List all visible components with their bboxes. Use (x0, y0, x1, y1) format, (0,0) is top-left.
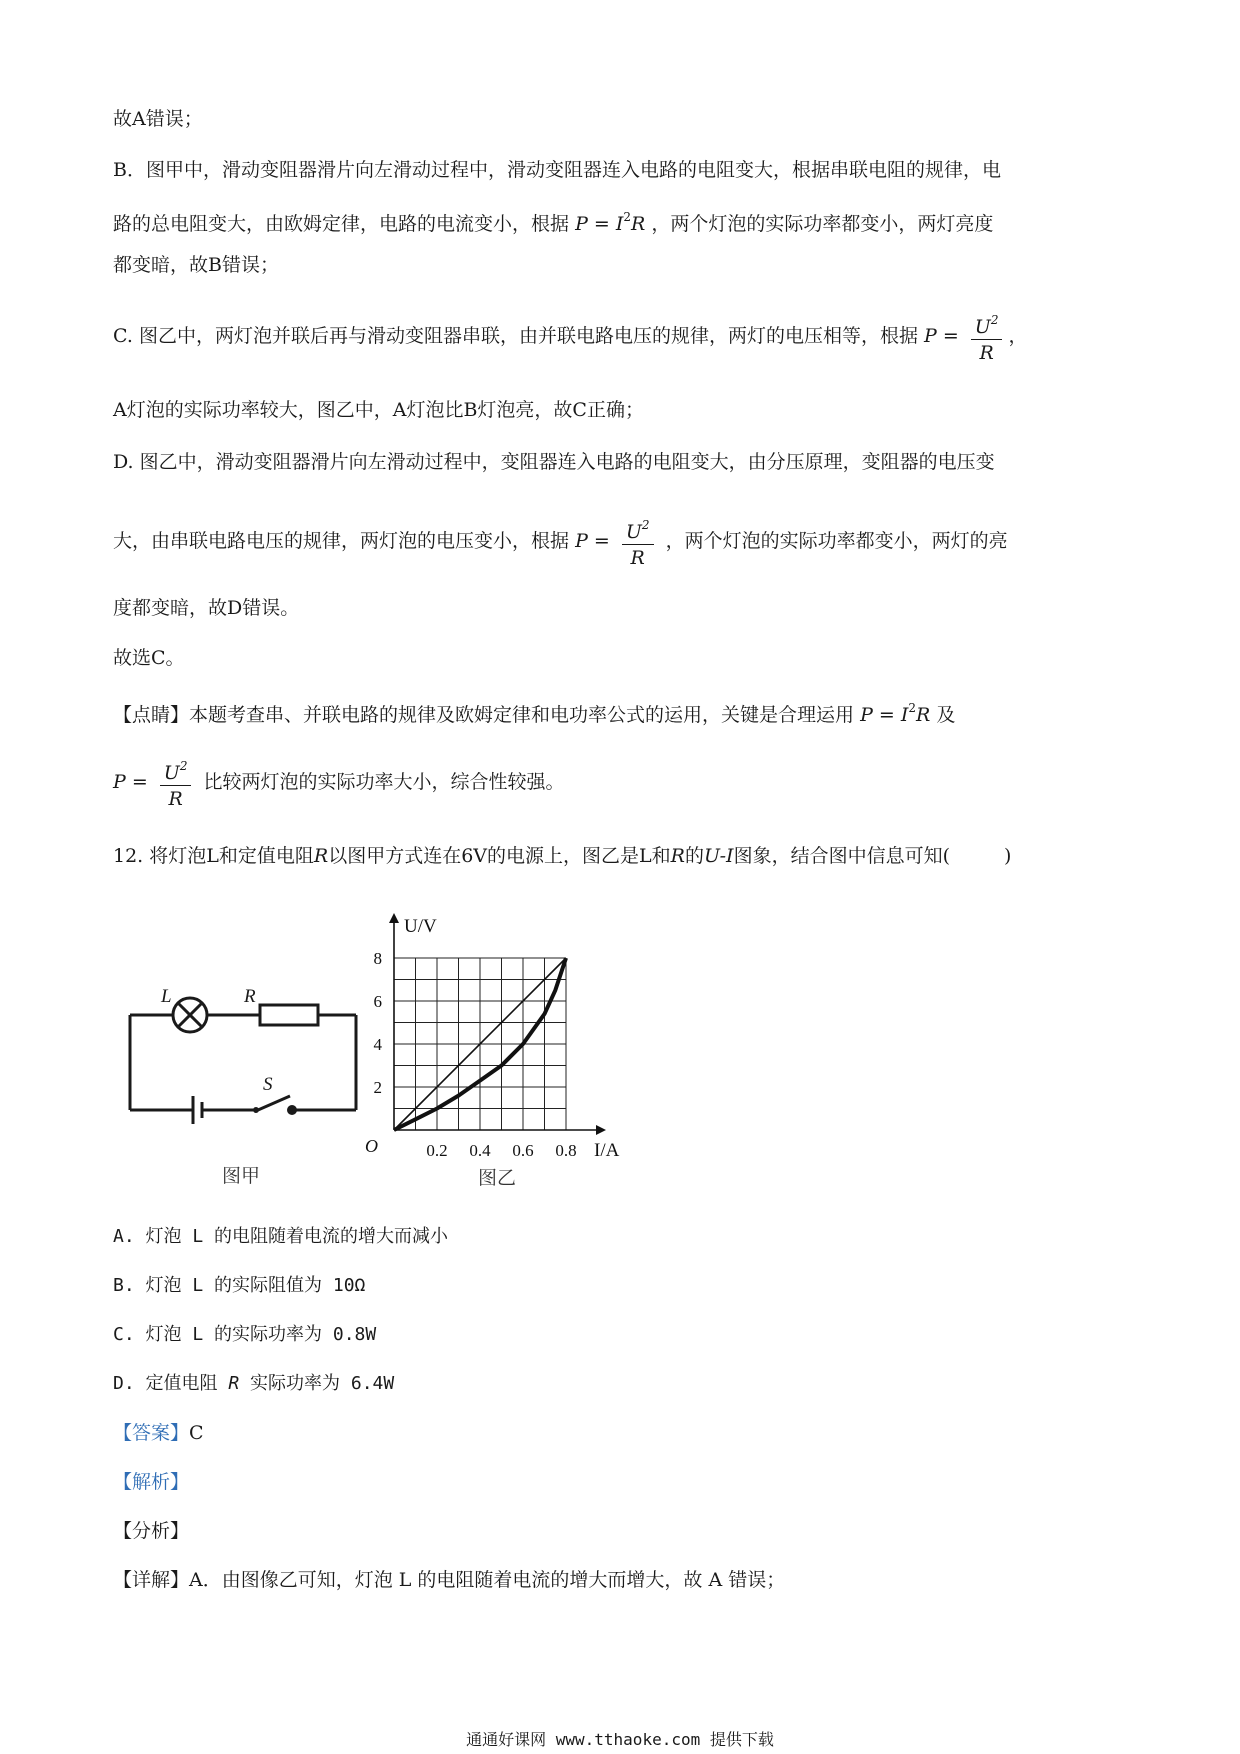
option-b: B. 灯泡 L 的实际阻值为 10Ω (113, 1275, 366, 1296)
text-segment: 实际功率为 6.4W (239, 1373, 395, 1394)
text-segment: ) (1003, 845, 1012, 867)
text-segment: 【点睛】本题考查串、并联电路的规律及欧姆定律和电功率公式的运用，关键是合理运用 (113, 704, 855, 726)
text-line: A灯泡的实际功率较大，图乙中，A灯泡比B灯泡亮，故C正确； (113, 399, 644, 421)
fraction-denominator: R (979, 342, 994, 364)
y-axis-label: U/V (404, 916, 437, 937)
text-segment: 以图甲方式连在6V的电源上，图乙是L和 (328, 845, 671, 867)
circuit-caption: 图甲 (222, 1165, 261, 1187)
symbol-ui: U-I (703, 845, 734, 867)
text-segment: 的 (684, 845, 704, 867)
text-line (113, 308, 1027, 366)
y-axis-arrow (389, 913, 399, 923)
origin-label: O (365, 1136, 378, 1156)
fraction-numerator: $U^2$ (160, 754, 192, 786)
symbol-r: R (228, 1373, 240, 1394)
y-tick-label: 2 (373, 1078, 382, 1097)
analysis-tag: 【解析】 (113, 1471, 190, 1493)
x-tick-label: 0.2 (426, 1141, 448, 1160)
answer-line (113, 1420, 204, 1446)
x-tick-label: 0.4 (469, 1141, 491, 1160)
detail-line: 【详解】A．由图像乙可知，灯泡 L 的电阻随着电流的增大而增大，故 A 错误； (113, 1569, 786, 1591)
exponent: 2 (908, 701, 917, 715)
text-line (113, 204, 993, 237)
symbol-r: R (313, 845, 329, 867)
equals: = (872, 704, 901, 726)
fraction-denominator: R (168, 788, 183, 810)
formula-p: P (575, 213, 588, 235)
ui-chart (365, 900, 670, 1190)
fraction (622, 513, 654, 571)
label-l: L (161, 986, 172, 1007)
x-tick-label: 0.8 (555, 1141, 577, 1160)
formula-p: P (924, 325, 937, 347)
question-12 (113, 843, 1011, 869)
formula-i: I (615, 213, 624, 235)
x-tick-label: 0.6 (512, 1141, 534, 1160)
text-segment: ，两个灯泡的实际功率都变小，两灯的亮 (665, 530, 1008, 552)
formula-p: P (860, 704, 873, 726)
exponent: 2 (623, 210, 632, 224)
formula-r: R (631, 213, 646, 235)
option-c: C. 灯泡 L 的实际功率为 0.8W (113, 1324, 377, 1345)
fraction-denominator: R (630, 547, 645, 569)
fraction (971, 308, 1003, 366)
y-tick-label: 6 (373, 992, 382, 1011)
graph-caption: 图乙 (478, 1167, 517, 1189)
text-line: D. 图乙中，滑动变阻器滑片向左滑动过程中，变阻器连入电路的电阻变大，由分压原理，变阻器的电压变 (113, 451, 995, 473)
answer-tag: 【答案】 (113, 1422, 190, 1444)
text-segment: 及 (936, 704, 956, 726)
formula-p: P (113, 771, 126, 793)
equals: = (125, 771, 154, 793)
text-line: B．图甲中，滑动变阻器滑片向左滑动过程中，滑动变阻器连入电路的电阻变大，根据串联电阻的规律，电 (113, 159, 1001, 181)
text-line (113, 695, 955, 728)
text-segment: 比较两灯泡的实际功率大小，综合性较强。 (203, 771, 565, 793)
text-segment: C. 图乙中，两灯泡并联后再与滑动变阻器串联，由并联电路电压的规律，两灯的电压相等，根据 (113, 325, 918, 347)
page-footer: 通通好课网 www.tthaoke.com 提供下载 (466, 1730, 774, 1749)
text-segment: ，两个灯泡的实际功率都变小，两灯亮度 (651, 213, 994, 235)
y-tick-label: 8 (373, 949, 382, 968)
x-axis-label: I/A (594, 1140, 620, 1161)
formula-p: P (575, 530, 588, 552)
text-line (113, 754, 565, 812)
label-s: S (263, 1074, 273, 1095)
text-segment: D. 定值电阻 (113, 1373, 229, 1394)
text-line: 都变暗，故B错误； (113, 254, 279, 276)
answer-value: C (189, 1422, 204, 1444)
equals: = (936, 325, 965, 347)
symbol-r: R (670, 845, 685, 867)
option-a: A. 灯泡 L 的电阻随着电流的增大而减小 (113, 1226, 449, 1247)
x-axis-arrow (596, 1125, 606, 1135)
equals: = (587, 530, 616, 552)
fraction-numerator: $U^2$ (971, 308, 1003, 340)
text-segment: ， (1008, 325, 1028, 347)
text-segment: 12. 将灯泡L和定值电阻 (113, 845, 314, 867)
fraction (160, 754, 192, 812)
text-line: 故A错误； (113, 108, 203, 130)
text-segment: 大，由串联电路电压的规律，两灯泡的电压变小，根据 (113, 530, 570, 552)
text-line (113, 513, 1008, 571)
y-tick-label: 4 (373, 1035, 382, 1054)
circuit-diagram (120, 960, 370, 1190)
text-segment: 图象，结合图中信息可知( (733, 845, 950, 867)
text-line: 度都变暗，故D错误。 (113, 597, 300, 619)
option-d (113, 1371, 394, 1397)
text-segment: 路的总电阻变大，由欧姆定律，电路的电流变小，根据 (113, 213, 570, 235)
formula-i: I (900, 704, 909, 726)
label-r: R (244, 986, 256, 1007)
equals: = (587, 213, 616, 235)
fraction-numerator: $U^2$ (622, 513, 654, 545)
formula-r: R (916, 704, 931, 726)
text-line: 故选C。 (113, 647, 185, 669)
fenxi-tag: 【分析】 (113, 1520, 190, 1542)
